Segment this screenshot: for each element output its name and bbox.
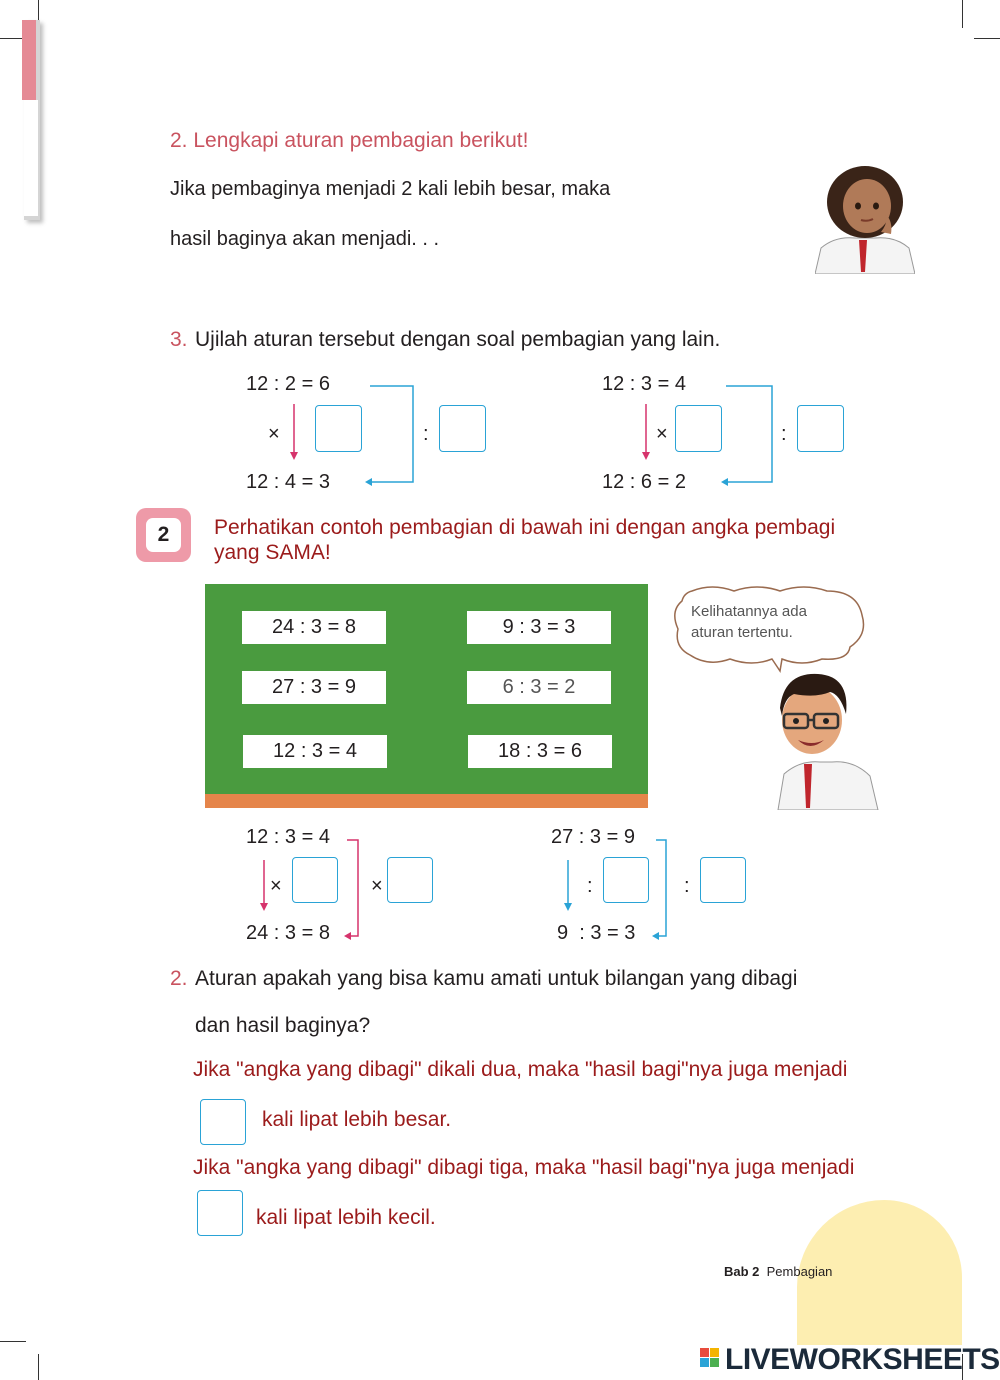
footer-title: Pembagian xyxy=(766,1264,833,1279)
logo-square xyxy=(700,1348,709,1357)
crop-mark xyxy=(0,1341,26,1342)
example-left-eq-top: 12 : 3 = 4 xyxy=(246,826,330,848)
speech-line2: aturan tertentu. xyxy=(691,624,793,641)
q3-text: Ujilah aturan tersebut dengan soal pembagian yang lain. xyxy=(195,328,721,351)
page-footer xyxy=(724,1263,832,1281)
example-left-arrows xyxy=(255,830,365,940)
q2-title: 2. Lengkapi aturan pembagian berikut! xyxy=(170,129,529,152)
section-badge-number: 2 xyxy=(146,518,181,552)
section2-instruction-line2: yang SAMA! xyxy=(214,541,331,564)
footer-chapter: Bab 2 xyxy=(724,1264,760,1279)
example-left-answer-box-2[interactable] xyxy=(387,857,433,903)
page-tab-accent xyxy=(22,20,36,100)
test-left-eq-top: 12 : 2 = 6 xyxy=(246,373,330,395)
example-right-op-right: : xyxy=(684,875,690,897)
test-right-eq-bottom: 12 : 6 = 2 xyxy=(602,471,686,493)
example-right-arrows xyxy=(560,830,675,940)
crop-mark xyxy=(974,38,1000,39)
example-right-eq-bottom: 9 : 3 = 3 xyxy=(557,922,636,944)
board-card: 12 : 3 = 4 xyxy=(243,735,387,768)
bottom-q2-line2: dan hasil baginya? xyxy=(195,1014,371,1037)
example-right-answer-box-2[interactable] xyxy=(700,857,746,903)
example-left-op-right: × xyxy=(371,875,383,897)
boy-with-glasses-illustration xyxy=(770,668,880,810)
q2-line2: hasil baginya akan menjadi. . . xyxy=(170,228,440,250)
board-card: 27 : 3 = 9 xyxy=(242,671,386,704)
chalkboard-ledge xyxy=(205,794,648,808)
example-right-eq-top: 27 : 3 = 9 xyxy=(551,826,635,848)
logo-square xyxy=(700,1358,709,1367)
logo-square xyxy=(710,1348,719,1357)
board-card: 24 : 3 = 8 xyxy=(242,611,386,644)
answer2-line1: Jika "angka yang dibagi" dibagi tiga, maka "hasil bagi"nya juga menjadi xyxy=(193,1156,855,1179)
logo-square xyxy=(710,1358,719,1367)
example-left-eq-bottom: 24 : 3 = 8 xyxy=(246,922,330,944)
board-card: 9 : 3 = 3 xyxy=(467,611,611,644)
q3-number: 3. xyxy=(170,328,188,351)
test-left-answer-box-2[interactable] xyxy=(439,405,486,452)
test-right-eq-top: 12 : 3 = 4 xyxy=(602,373,686,395)
test-right-answer-box-2[interactable] xyxy=(797,405,844,452)
test-left-op-left: × xyxy=(268,423,280,445)
test-right-op-left: × xyxy=(656,423,668,445)
answer1-line1: Jika "angka yang dibagi" dikali dua, maka "hasil bagi"nya juga menjadi xyxy=(193,1058,848,1081)
page-tab-body xyxy=(24,100,38,216)
crop-mark xyxy=(962,0,963,28)
crop-mark xyxy=(38,1354,39,1380)
test-left-eq-bottom: 12 : 4 = 3 xyxy=(246,471,330,493)
bottom-q2-line1: Aturan apakah yang bisa kamu amati untuk bilangan yang dibagi xyxy=(195,967,798,990)
test-left-op-right: : xyxy=(423,423,429,445)
board-card: 6 : 3 = 2 xyxy=(467,671,611,704)
logo-text: LIVEWORKSHEETS xyxy=(725,1343,1000,1376)
answer2-line2: kali lipat lebih kecil. xyxy=(256,1206,436,1229)
bottom-q2-number: 2. xyxy=(170,967,188,990)
thinking-girl-illustration xyxy=(815,162,915,274)
section2-instruction-line1: Perhatikan contoh pembagian di bawah ini dengan angka pembagi xyxy=(214,516,836,539)
q2-line1: Jika pembaginya menjadi 2 kali lebih besar, maka xyxy=(170,178,611,200)
test-right-arrows xyxy=(634,370,779,490)
test-left-arrows xyxy=(280,370,420,490)
answer1-box[interactable] xyxy=(200,1099,246,1145)
example-right-op-left: : xyxy=(587,875,593,897)
board-card: 18 : 3 = 6 xyxy=(468,735,612,768)
test-right-op-right: : xyxy=(781,423,787,445)
answer1-line2: kali lipat lebih besar. xyxy=(262,1108,452,1131)
example-left-op-left: × xyxy=(270,875,282,897)
speech-line1: Kelihatannya ada xyxy=(691,603,807,620)
answer2-box[interactable] xyxy=(197,1190,243,1236)
